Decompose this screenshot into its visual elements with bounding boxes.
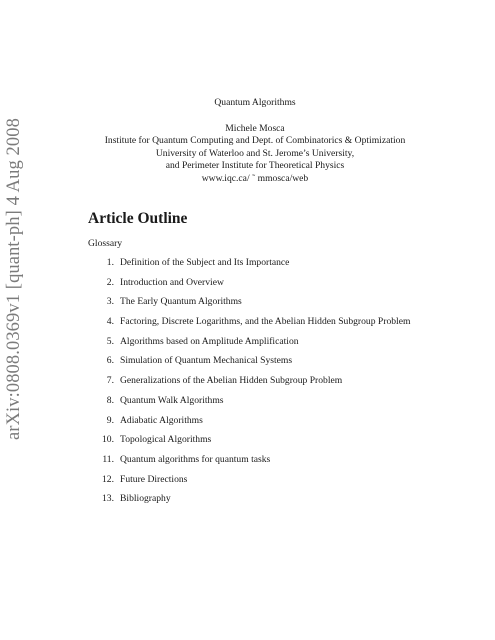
outline-item [92,395,410,415]
arxiv-identifier: arXiv:0808.0369v1 [quant-ph] 4 Aug 2008 [4,118,24,440]
affiliation-line: University of Waterloo and St. Jerome’s University, [155,147,355,159]
outline-item-text: Quantum algorithms for quantum tasks [120,453,271,465]
outline-item-text: Simulation of Quantum Mechanical Systems [120,355,293,367]
outline-item-text: Adiabatic Algorithms [120,414,203,426]
affiliation-line: Institute for Quantum Computing and Dept. of Combinatorics & Optimization [104,135,406,147]
outline-item [92,336,410,356]
outline-item-number: 1. [106,257,114,268]
outline-item [92,474,410,494]
outline-item-text: Quantum Walk Algorithms [120,394,224,406]
section-heading: Article Outline [88,210,188,227]
outline-item [92,355,410,375]
outline-item-text: Introduction and Overview [120,276,224,288]
outline-item [92,257,410,277]
outline-item [92,434,410,454]
outline-item-number: 11. [102,453,114,465]
outline-item-number: 8. [106,394,114,406]
outline-item-number: 12. [102,473,114,485]
outline-item-text: The Early Quantum Algorithms [120,296,242,308]
outline-item-text: Bibliography [120,493,171,505]
outline-item [92,277,410,297]
author-website: www.iqc.ca/ ˜ mmosca/web [201,172,309,184]
author-name: Michele Mosca [225,122,285,134]
outline-item-number: 6. [106,355,114,367]
affiliation-line: and Perimeter Institute for Theoretical Physics [165,160,345,172]
outline-item [92,493,410,513]
outline-item-text: Topological Algorithms [120,434,212,446]
outline-item-number: 4. [106,316,114,328]
outline-item [92,296,410,316]
outline-item-text: Definition of the Subject and Its Importance [120,257,290,268]
outline-item-number: 3. [106,296,114,308]
outline-item-number: 9. [106,414,114,426]
outline-item [92,375,410,395]
outline-item-text: Generalizations of the Abelian Hidden Subgroup Problem [120,375,343,387]
outline-item [92,316,410,336]
outline-item-number: 10. [102,434,114,446]
outline-item-text: Factoring, Discrete Logarithms, and the Abelian Hidden Subgroup Problem [120,316,411,328]
paper-title: Quantum Algorithms [214,97,296,108]
outline-item [92,454,410,474]
glossary-label: Glossary [88,238,123,249]
outline-item-number: 2. [106,276,114,288]
outline-item [92,415,410,435]
outline-list [92,257,410,513]
outline-item-text: Future Directions [120,473,188,485]
outline-item-number: 5. [106,335,114,347]
outline-item-text: Algorithms based on Amplitude Amplification [120,335,299,347]
title-block [55,97,455,186]
outline-item-number: 13. [102,493,114,505]
outline-item-number: 7. [106,375,114,387]
